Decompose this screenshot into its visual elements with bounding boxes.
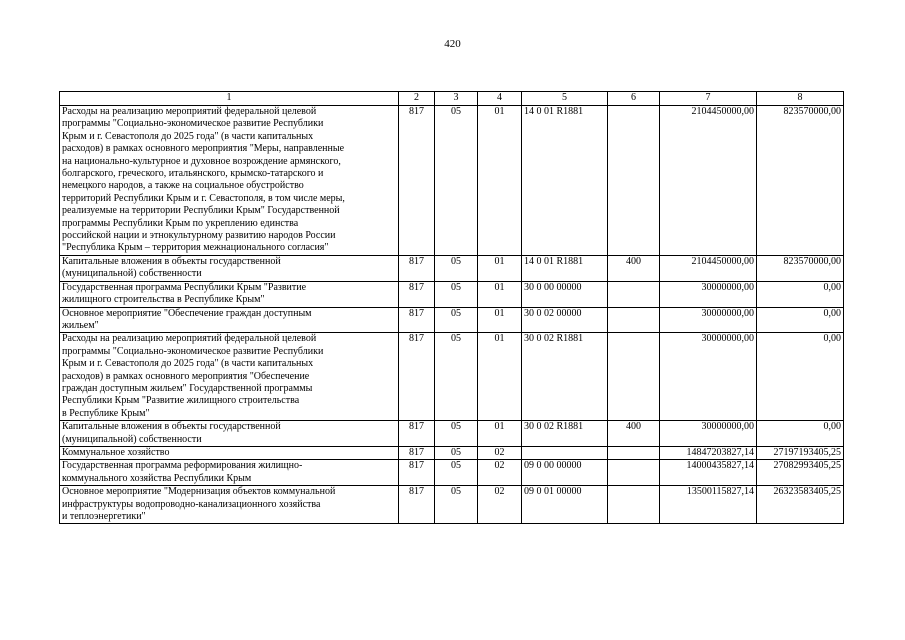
section-code: 05 [435,446,478,459]
subsection-code: 01 [478,281,522,307]
table-row [60,307,844,333]
dept-code: 817 [399,281,435,307]
section-code: 05 [435,255,478,281]
amount-col-7: 30000000,00 [660,333,757,421]
section-code: 05 [435,486,478,524]
amount-col-8: 0,00 [757,333,844,421]
expense-type-code [608,460,660,486]
table-row [60,106,844,256]
table-row [60,486,844,524]
amount-col-8: 823570000,00 [757,106,844,256]
column-header: 2 [399,92,435,106]
amount-col-7: 30000000,00 [660,281,757,307]
target-article-code: 09 0 01 00000 [522,486,608,524]
row-name [60,255,399,281]
expense-type-code [608,307,660,333]
section-code: 05 [435,307,478,333]
row-name-line: расходов) в рамках основного мероприятия "Обеспечение [62,370,310,382]
row-name-line: болгарского, греческого, итальянского, крымско-татарского и [62,168,324,180]
target-article-code: 30 0 02 00000 [522,307,608,333]
target-article-code: 14 0 01 R1881 [522,106,608,256]
expense-type-code [608,106,660,256]
amount-col-8: 823570000,00 [757,255,844,281]
row-name-line: и теплоэнергетики" [62,511,146,522]
target-article-code: 14 0 01 R1881 [522,255,608,281]
dept-code: 817 [399,460,435,486]
section-code: 05 [435,281,478,307]
row-name-line: программы "Социально-экономическое развитие Республики [62,118,324,130]
amount-col-8: 0,00 [757,281,844,307]
column-header: 8 [757,92,844,106]
page-number: 420 [444,38,461,50]
row-name-line: программы "Социально-экономическое развитие Республики [62,345,324,357]
column-header: 6 [608,92,660,106]
section-code: 05 [435,106,478,256]
column-header: 5 [522,92,608,106]
budget-table [59,91,844,524]
amount-col-8: 27082993405,25 [757,460,844,486]
target-article-code: 09 0 00 00000 [522,460,608,486]
subsection-code: 01 [478,307,522,333]
row-name [60,281,399,307]
row-name-line: реализуемые на территории Республики Крым" Государственной [62,205,340,217]
subsection-code: 01 [478,106,522,256]
row-name-line: Расходы на реализацию мероприятий федеральной целевой [62,106,317,117]
row-name-line: в Республике Крым" [62,407,150,419]
expense-type-code [608,281,660,307]
target-article-code: 30 0 02 R1881 [522,333,608,421]
row-name-line: "Республика Крым – территория межнационального согласия" [62,242,329,254]
row-name-line: (муниципальной) собственности [62,433,202,445]
dept-code: 817 [399,307,435,333]
row-name-line: Основное мероприятие "Модернизация объектов коммунальной [62,486,336,498]
row-name [60,333,399,421]
row-name-line: коммунального хозяйства Республики Крым [62,472,252,484]
amount-col-7: 2104450000,00 [660,106,757,256]
amount-col-7: 14000435827,14 [660,460,757,486]
row-name-line: инфраструктуры водопроводно-канализационного хозяйства [62,498,321,510]
amount-col-8: 27197193405,25 [757,446,844,459]
row-name-line: Капитальные вложения в объекты государственной [62,255,281,267]
row-name-line: программы Республики Крым по укреплению единства [62,217,299,229]
row-name-line: немецкого народов, а также на социальное обустройство [62,180,304,192]
dept-code: 817 [399,486,435,524]
table-header-row [60,92,844,106]
amount-col-7: 13500115827,14 [660,486,757,524]
row-name-line: российской нации и этнокультурному развитию народов России [62,230,336,242]
column-header: 7 [660,92,757,106]
amount-col-7: 30000000,00 [660,307,757,333]
row-name-line: Расходы на реализацию мероприятий федеральной целевой [62,333,317,345]
amount-col-8: 26323583405,25 [757,486,844,524]
row-name-line: на национально-культурное и духовное возрождение армянского, [62,155,341,167]
row-name-line: территорий Республики Крым и г. Севастополя, в том числе меры, [62,192,345,204]
amount-col-7: 30000000,00 [660,421,757,447]
table-row [60,460,844,486]
dept-code: 817 [399,255,435,281]
subsection-code: 01 [478,255,522,281]
subsection-code: 02 [478,486,522,524]
row-name [60,460,399,486]
amount-col-7: 14847203827,14 [660,446,757,459]
row-name-line: Капитальные вложения в объекты государственной [62,421,281,433]
dept-code: 817 [399,446,435,459]
column-header: 4 [478,92,522,106]
row-name-line: расходов) в рамках основного мероприятия "Меры, направленные [62,143,345,155]
table-row [60,421,844,447]
row-name [60,421,399,447]
table-row [60,255,844,281]
target-article-code [522,446,608,459]
section-code: 05 [435,460,478,486]
column-header: 1 [60,92,399,106]
table-row [60,281,844,307]
row-name-line: Государственная программа реформирования жилищно- [62,460,303,472]
amount-col-7: 2104450000,00 [660,255,757,281]
subsection-code: 02 [478,446,522,459]
row-name-line: Крым и г. Севастополя до 2025 года" (в части капитальных [62,130,314,142]
amount-col-8: 0,00 [757,421,844,447]
row-name-line: Республики Крым "Развитие жилищного строительства [62,395,300,407]
expense-type-code: 400 [608,421,660,447]
dept-code: 817 [399,106,435,256]
section-code: 05 [435,333,478,421]
row-name-line: жилищного строительства в Республике Крым" [62,294,265,306]
amount-col-8: 0,00 [757,307,844,333]
row-name [60,106,399,256]
row-name-line: граждан доступным жильем" Государственной программы [62,382,313,394]
expense-type-code [608,446,660,459]
row-name [60,446,399,459]
expense-type-code [608,333,660,421]
row-name [60,486,399,524]
row-name [60,307,399,333]
row-name-line: (муниципальной) собственности [62,268,202,280]
row-name-line: Коммунальное хозяйство [62,446,170,458]
target-article-code: 30 0 00 00000 [522,281,608,307]
row-name-line: Крым и г. Севастополя до 2025 года" (в части капитальных [62,358,314,370]
row-name-line: Основное мероприятие "Обеспечение граждан доступным [62,307,312,319]
row-name-line: Государственная программа Республики Крым "Развитие [62,281,307,293]
dept-code: 817 [399,421,435,447]
expense-type-code [608,486,660,524]
column-header: 3 [435,92,478,106]
subsection-code: 01 [478,421,522,447]
section-code: 05 [435,421,478,447]
target-article-code: 30 0 02 R1881 [522,421,608,447]
table-row [60,446,844,459]
expense-type-code: 400 [608,255,660,281]
dept-code: 817 [399,333,435,421]
subsection-code: 01 [478,333,522,421]
table-row [60,333,844,421]
subsection-code: 02 [478,460,522,486]
row-name-line: жильем" [62,319,99,331]
